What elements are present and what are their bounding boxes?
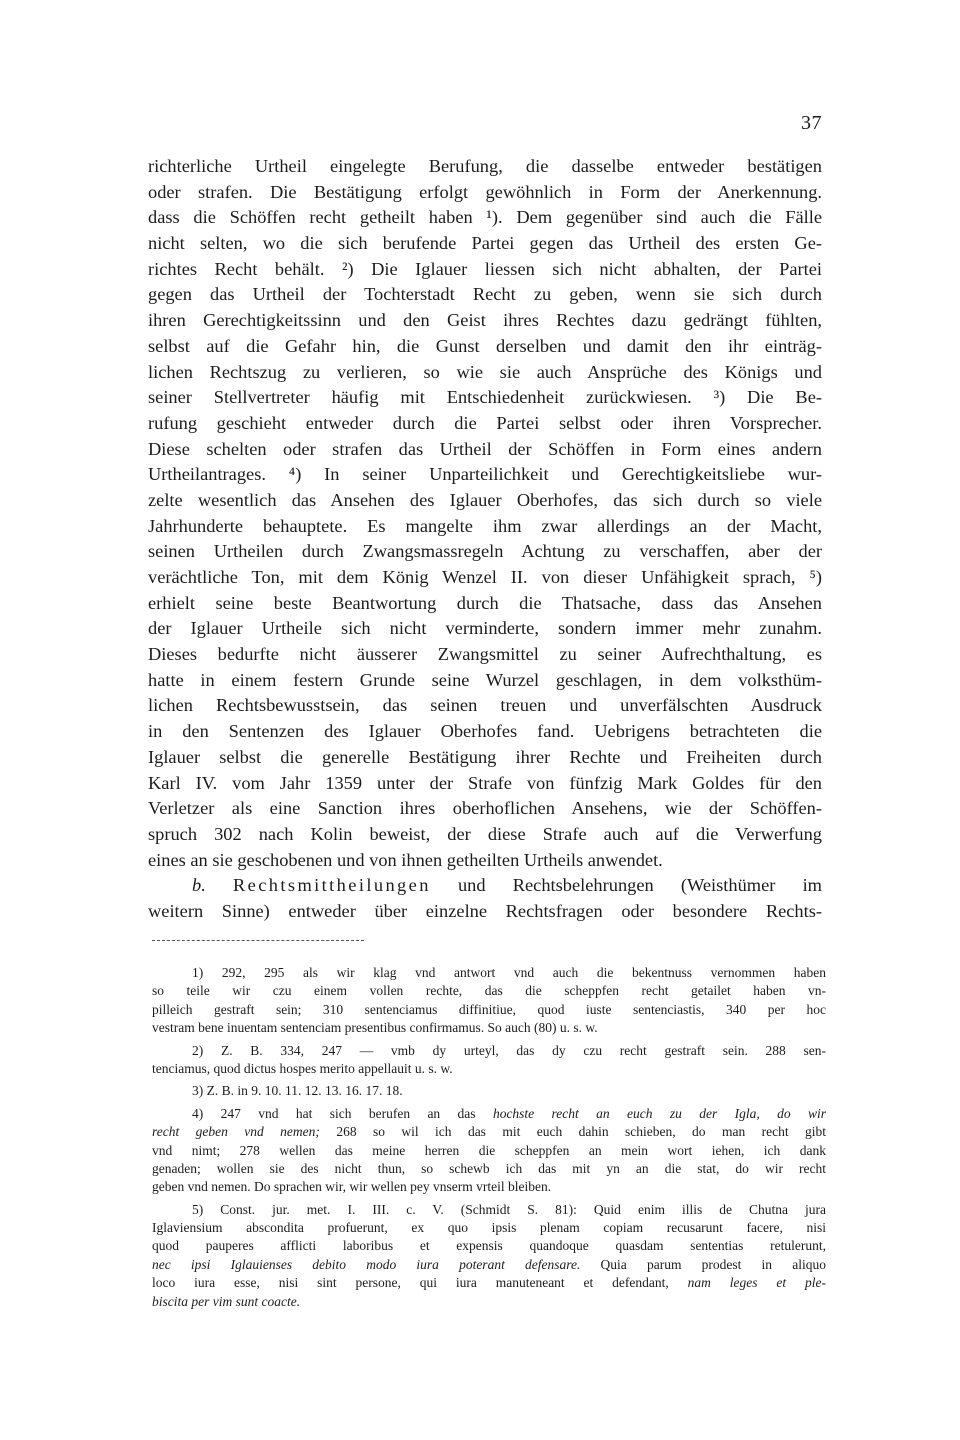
body-line: lichen Rechtsbewusstsein, das seinen treuen und unverfälschten Ausdruck [148, 695, 822, 716]
body-line: Verletzer als eine Sanction ihres oberhoflichen Ansehens, wie der Schöffen- [148, 798, 822, 819]
footnote-3 [152, 1082, 826, 1100]
body-line: dass die Schöffen recht getheilt haben ¹). Dem gegenüber sind auch die Fälle [148, 207, 822, 228]
footnote-1 [152, 964, 826, 1038]
footnote-text: 268 so wil ich das mit euch dahin schieben, do man recht gibt [319, 1124, 826, 1140]
footnote-line: genaden; wollen sie des nicht thun, so schewb ich das mit yn an die stat, do wir recht [152, 1160, 826, 1176]
section-letter: b. [192, 875, 206, 896]
body-line: Jahrhunderte behauptete. Es mangelte ihm zwar allerdings an der Macht, [148, 515, 822, 536]
footnote-line: 2) Z. B. 334, 247 — vmb dy urteyl, das dy czu recht gestraft sein. 288 sen- [192, 1042, 826, 1058]
footnote-line [152, 1274, 826, 1292]
body-line: selbst auf die Gefahr hin, die Gunst derselben und damit den ihr einträg- [148, 335, 822, 356]
page-number: 37 [801, 112, 822, 134]
body-line: spruch 302 nach Kolin beweist, der diese Strafe auch auf die Verwerfung [148, 823, 822, 844]
footnote-line [152, 1105, 826, 1123]
footnote-italic-text: nec ipsi Iglauienses debito modo iura poterant defensare. [152, 1256, 581, 1272]
body-line: Dieses bedurfte nicht äusserer Zwangsmittel zu seiner Aufrechthaltung, es [148, 644, 822, 665]
body-line: seinen Urtheilen durch Zwangsmassregeln Achtung zu verschaffen, aber der [148, 541, 822, 562]
footnote-divider [152, 940, 364, 941]
footnote-italic-text: recht geben vnd nemen; [152, 1124, 320, 1140]
body-line: richtes Recht behält. ²) Die Iglauer liessen sich nicht abhalten, der Partei [148, 258, 822, 279]
body-line: oder strafen. Die Bestätigung erfolgt gewöhnlich in Form der Anerkennung. [148, 181, 822, 202]
footnote-4 [152, 1105, 826, 1197]
footnote-line: 1) 292, 295 als wir klag vnd antwort vnd auch die bekentnuss vernommen haben [192, 965, 826, 980]
footnote-text: 4) 247 vnd hat sich berufen an das [192, 1105, 493, 1121]
footnote-line: 3) Z. B. in 9. 10. 11. 12. 13. 16. 17. 18. [192, 1083, 403, 1099]
body-line: weitern Sinne) entweder über einzelne Rechtsfragen oder besondere Rechts- [148, 900, 822, 921]
body-line: gegen das Urtheil der Tochterstadt Recht zu geben, wenn sie sich durch [148, 284, 822, 305]
body-line: eines an sie geschobenen und von ihnen getheilten Urtheils anwendet. [148, 849, 663, 870]
footnote-line: Iglaviensium abscondita profuerunt, ex quo ipsis plenam copiam recusarunt facere, nisi [152, 1220, 826, 1236]
section-line-text: und Rechtsbelehrungen (Weisthümer im [457, 875, 822, 896]
body-line: Diese schelten oder strafen das Urtheil der Schöffen in Form eines andern [148, 438, 822, 459]
footnote-line: quod pauperes afflicti laboribus et expensis quandoque quasdam sententias retulerunt, [152, 1238, 826, 1254]
footnote-line: 5) Const. jur. met. I. III. c. V. (Schmidt S. 81): Quid enim illis de Chutna jura [192, 1201, 826, 1217]
footnotes [152, 958, 826, 1315]
footnote-line: tenciamus, quod dictus hospes merito appellauit u. s. w. [152, 1060, 453, 1076]
body-text [148, 154, 822, 925]
footnote-line: geben vnd nemen. Do sprachen wir, wir wellen pey vnserm vrteil bleiben. [152, 1179, 552, 1195]
body-line: Iglauer selbst die generelle Bestätigung ihrer Rechte und Freiheiten durch [148, 746, 822, 767]
section-spaced-term: Rechtsmittheilungen [232, 875, 431, 896]
body-line: ihren Gerechtigkeitssinn und den Geist ihres Rechtes dazu gedrängt fühlten, [148, 310, 822, 331]
body-line: verächtliche Ton, mit dem König Wenzel II. von dieser Unfähigkeit sprach, ⁵) [148, 567, 822, 587]
footnote-line [152, 1123, 826, 1141]
body-line: Karl IV. vom Jahr 1359 unter der Strafe von fünfzig Mark Goldes für den [148, 772, 822, 793]
footnote-5 [152, 1201, 826, 1311]
footnote-line [152, 1293, 826, 1311]
footnote-text: loco iura esse, nisi sint persone, qui iura manuteneant et defendant, [152, 1275, 688, 1291]
footnote-line: vnd nimt; 278 wellen das meine herren die scheppfen an mein wort iehen, ich dank [152, 1142, 826, 1158]
footnote-text: Quia parum prodest in aliquo [580, 1256, 826, 1272]
footnote-line: pilleich gestraft sein; 310 sentenciamus diffinitiue, quod iuste sentenciastis, 340 per hoc [152, 1001, 826, 1017]
body-line: rufung geschieht entweder durch die Partei selbst oder ihren Vorsprecher. [148, 412, 822, 433]
footnote-2 [152, 1042, 826, 1079]
body-line: in den Sentenzen des Iglauer Oberhofes fand. Uebrigens betrachteten die [148, 721, 822, 742]
body-line: Urtheilantrages. ⁴) In seiner Unparteilichkeit und Gerechtigkeitsliebe wur- [148, 464, 822, 485]
body-line: zelte wesentlich das Ansehen des Iglauer Oberhofes, das sich durch so viele [148, 489, 822, 510]
body-line: der Iglauer Urtheile sich nicht verminderte, sondern immer mehr zunahm. [148, 618, 822, 639]
footnote-italic-text: nam leges et ple- [687, 1275, 826, 1291]
body-line: hatte in einem festern Grunde seine Wurzel geschlagen, in dem volksthüm- [148, 669, 822, 690]
footnote-line: so teile wir czu einem vollen rechte, das die scheppfen recht getailet haben vn- [152, 983, 826, 999]
footnote-italic-text: hochste recht an euch zu der Igla, do wir [492, 1105, 826, 1121]
body-line: nicht selten, wo die sich berufende Partei gegen das Urtheil des ersten Ge- [148, 233, 822, 254]
body-line: lichen Rechtszug zu verlieren, so wie sie auch Ansprüche des Königs und [148, 361, 822, 382]
body-line: erhielt seine beste Beantwortung durch die Thatsache, dass das Ansehen [148, 592, 822, 613]
section-b-heading-line [148, 873, 822, 899]
footnote-italic-text: biscita per vim sunt coacte. [152, 1293, 301, 1309]
footnote-line: vestram bene inuentam sentenciam presentibus confirmamus. So auch (80) u. s. w. [152, 1020, 598, 1036]
body-line: seiner Stellvertreter häufig mit Entschiedenheit zurückwiesen. ³) Die Be- [148, 387, 822, 408]
body-line: richterliche Urtheil eingelegte Berufung, die dasselbe entweder bestätigen [148, 156, 822, 176]
footnote-line [152, 1256, 826, 1274]
